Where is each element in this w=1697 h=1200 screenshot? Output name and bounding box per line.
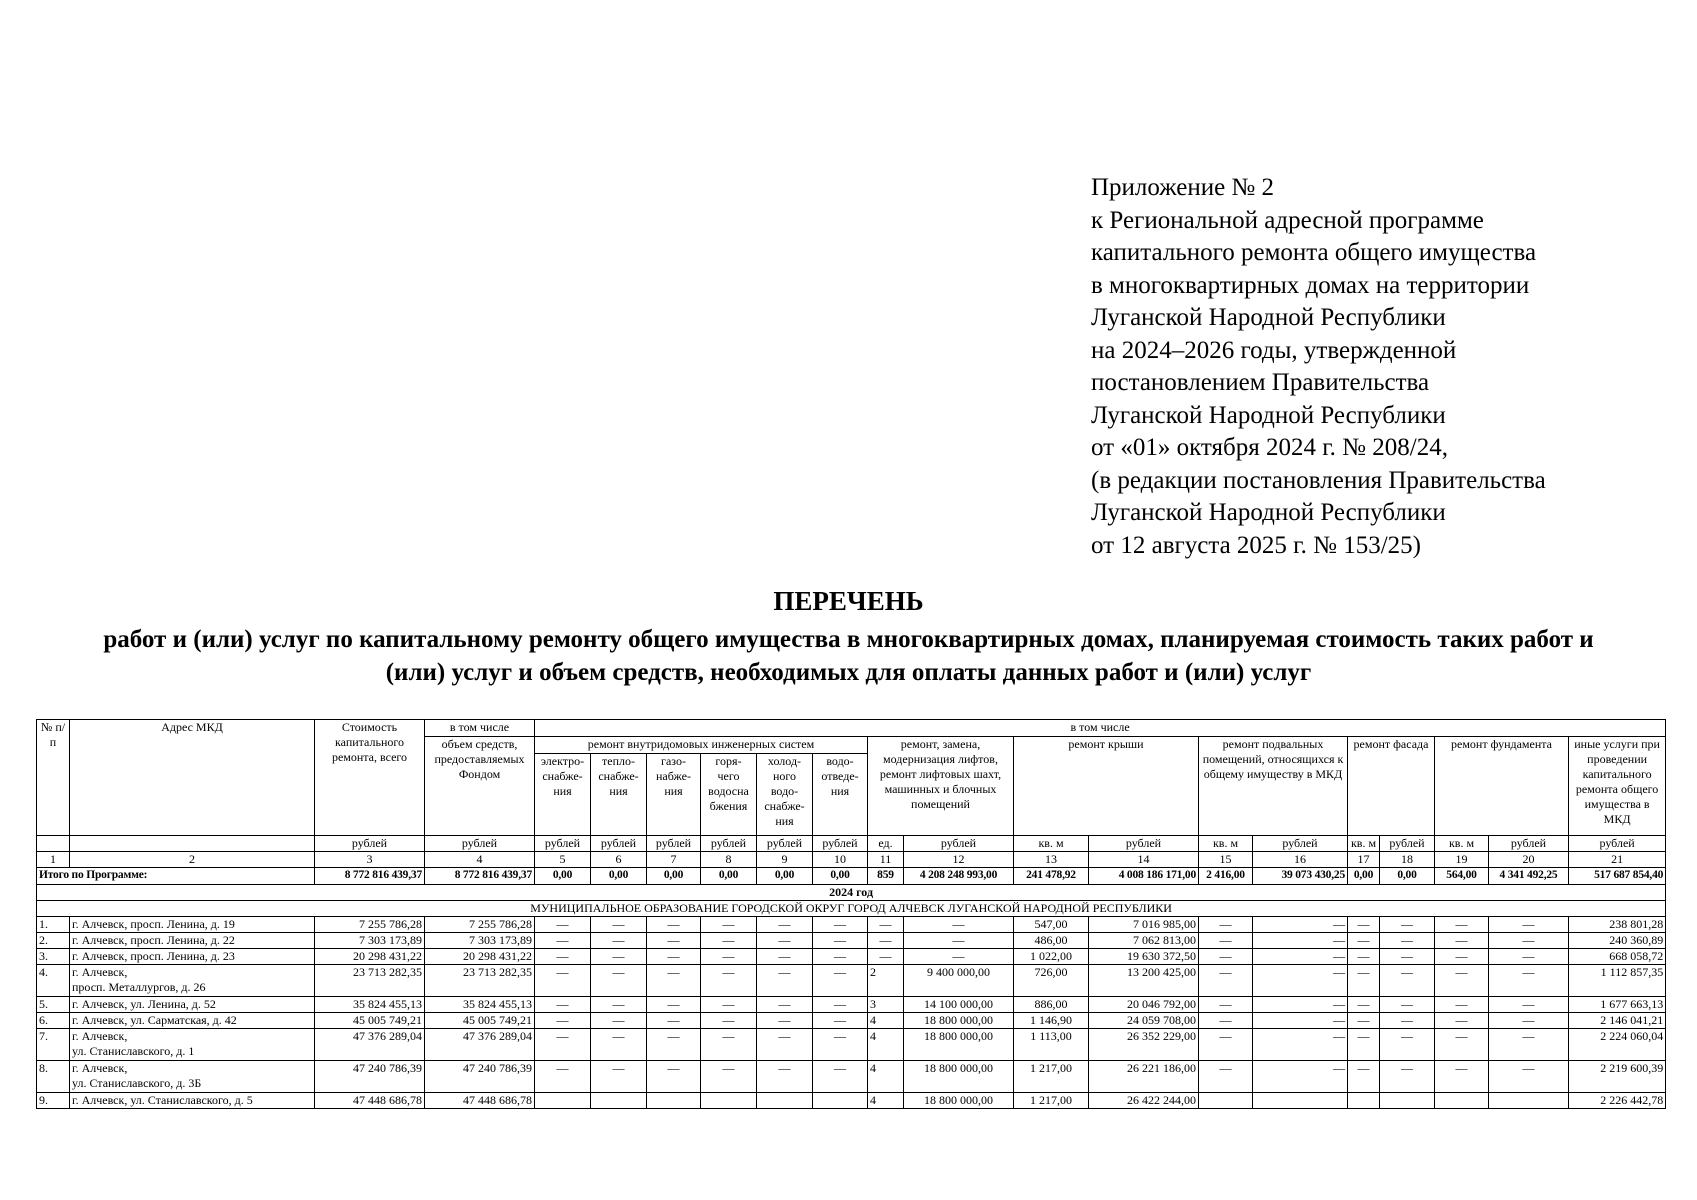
row-value-cell: — <box>1435 997 1489 1013</box>
header-fund: объем средств, предоставляемых Фондом <box>425 737 535 836</box>
row-value-cell: — <box>813 1029 868 1061</box>
row-value-cell: 2 146 041,21 <box>1569 1013 1666 1029</box>
row-value-cell: — <box>647 1061 701 1093</box>
column-number-cell: 13 <box>1014 852 1089 868</box>
row-value-cell: — <box>813 997 868 1013</box>
row-value-cell: — <box>1435 949 1489 965</box>
unit-cell: рублей <box>1380 836 1435 852</box>
row-address: г. Алчевск, просп. Металлургов, д. 26 <box>70 965 315 997</box>
row-value-cell: 2 219 600,39 <box>1569 1061 1666 1093</box>
row-value-cell: — <box>591 933 647 949</box>
row-value-cell: — <box>1199 1029 1253 1061</box>
row-value-cell: 240 360,89 <box>1569 933 1666 949</box>
appendix-note: Приложение № 2 к Региональной адресной программе капитального ремонта общего имущества в многоквартирных домах на территории Луганской Народной Республики на 2024–2026 годы, утвержденной постановлением Правительства Луганской Народной Республики от «01» октября 2024 г. № 208/24, (в редакции постановления Правительства Луганской Народной Республики от 12 августа 2025 г. № 153/25) <box>1091 174 1546 559</box>
row-value-cell <box>1199 1093 1253 1109</box>
row-value-cell: 1 217,00 <box>1014 1093 1089 1109</box>
row-address: г. Алчевск, ул. Станиславского, д. 1 <box>70 1029 315 1061</box>
row-address: г. Алчевск, ул. Станиславского, д. 3Б <box>70 1061 315 1093</box>
row-value-cell: 45 005 749,21 <box>315 1013 425 1029</box>
row-value-cell: 1 112 857,35 <box>1569 965 1666 997</box>
totals-cell: 0,00 <box>1380 868 1435 885</box>
header-engineering: ремонт внутридомовых инженерных систем <box>535 737 868 754</box>
row-value-cell: — <box>1380 997 1435 1013</box>
row-value-cell: 26 352 229,00 <box>1089 1029 1199 1061</box>
column-number-cell: 21 <box>1569 852 1666 868</box>
row-value-cell: — <box>757 997 813 1013</box>
unit-cell: рублей <box>1569 836 1666 852</box>
row-value-cell: — <box>813 965 868 997</box>
row-value-cell: — <box>535 965 591 997</box>
row-value-cell: — <box>1348 933 1380 949</box>
column-number-cell: 2 <box>70 852 315 868</box>
totals-cell: 517 687 854,40 <box>1569 868 1666 885</box>
row-value-cell: — <box>1348 949 1380 965</box>
row-value-cell: — <box>757 917 813 933</box>
row-value-cell: 24 059 708,00 <box>1089 1013 1199 1029</box>
row-number: 8. <box>37 1061 70 1093</box>
row-value-cell: — <box>1489 1061 1569 1093</box>
header-lifts: ремонт, замена, модернизация лифтов, ремонт лифтовых шахт, машинных и блочных помещений <box>868 737 1014 836</box>
row-value-cell: 47 448 686,78 <box>315 1093 425 1109</box>
municipality-label: МУНИЦИПАЛЬНОЕ ОБРАЗОВАНИЕ ГОРОДСКОЙ ОКРУГ ГОРОД АЛЧЕВСК ЛУГАНСКОЙ НАРОДНОЙ РЕСПУБЛИКИ <box>37 901 1666 917</box>
row-value-cell: — <box>1380 1061 1435 1093</box>
header-heat: тепло- снабже- ния <box>591 754 647 836</box>
column-number-cell: 12 <box>904 852 1014 868</box>
row-value-cell: — <box>591 1013 647 1029</box>
totals-cell: 8 772 816 439,37 <box>425 868 535 885</box>
row-value-cell: — <box>535 1061 591 1093</box>
row-value-cell: 14 100 000,00 <box>904 997 1014 1013</box>
row-value-cell: 18 800 000,00 <box>904 1093 1014 1109</box>
row-value-cell: — <box>647 917 701 933</box>
row-value-cell: — <box>904 949 1014 965</box>
row-value-cell: — <box>591 965 647 997</box>
row-value-cell: — <box>1380 949 1435 965</box>
row-value-cell: — <box>647 933 701 949</box>
row-value-cell: 35 824 455,13 <box>315 997 425 1013</box>
row-value-cell: 7 255 786,28 <box>315 917 425 933</box>
totals-cell: 4 208 248 993,00 <box>904 868 1014 885</box>
row-value-cell: — <box>1435 965 1489 997</box>
row-value-cell: 47 376 289,04 <box>425 1029 535 1061</box>
row-value-cell: — <box>1199 997 1253 1013</box>
row-value-cell: — <box>647 997 701 1013</box>
column-number-cell: 5 <box>535 852 591 868</box>
column-number-cell: 18 <box>1380 852 1435 868</box>
row-value-cell: — <box>1489 933 1569 949</box>
row-value-cell: — <box>1435 1061 1489 1093</box>
column-number-cell: 7 <box>647 852 701 868</box>
units-blank-num <box>37 836 70 852</box>
row-value-cell: 4 <box>868 1029 904 1061</box>
row-value-cell: 2 224 060,04 <box>1569 1029 1666 1061</box>
row-value-cell: — <box>647 1029 701 1061</box>
row-value-cell: 7 016 985,00 <box>1089 917 1199 933</box>
row-value-cell: 35 824 455,13 <box>425 997 535 1013</box>
totals-cell: 859 <box>868 868 904 885</box>
row-value-cell: 7 303 173,89 <box>425 933 535 949</box>
header-gas: газо- набже- ния <box>647 754 701 836</box>
row-value-cell: 4 <box>868 1013 904 1029</box>
row-value-cell: — <box>813 1061 868 1093</box>
row-number: 3. <box>37 949 70 965</box>
header-address: Адрес МКД <box>70 720 315 836</box>
row-number: 1. <box>37 917 70 933</box>
row-value-cell: — <box>1489 997 1569 1013</box>
row-value-cell: — <box>535 917 591 933</box>
row-value-cell: 20 046 792,00 <box>1089 997 1199 1013</box>
totals-cell: 241 478,92 <box>1014 868 1089 885</box>
row-value-cell: — <box>701 997 757 1013</box>
unit-cell: рублей <box>813 836 868 852</box>
unit-cell: рублей <box>757 836 813 852</box>
row-value-cell: — <box>591 1061 647 1093</box>
row-value-cell: — <box>1253 965 1348 997</box>
row-value-cell: 886,00 <box>1014 997 1089 1013</box>
row-value-cell: — <box>1435 1013 1489 1029</box>
row-value-cell: — <box>1199 1061 1253 1093</box>
header-electric: электро- снабже- ния <box>535 754 591 836</box>
totals-cell: 0,00 <box>701 868 757 885</box>
row-value-cell: 238 801,28 <box>1569 917 1666 933</box>
row-value-cell: — <box>1253 1061 1348 1093</box>
header-other: иные услуги при проведении капитального ремонта общего имущества в МКД <box>1569 737 1666 836</box>
row-value-cell: — <box>1253 917 1348 933</box>
row-value-cell: 18 800 000,00 <box>904 1013 1014 1029</box>
row-value-cell: 1 113,00 <box>1014 1029 1089 1061</box>
totals-cell: 0,00 <box>591 868 647 885</box>
row-value-cell: — <box>701 949 757 965</box>
row-value-cell: — <box>1348 997 1380 1013</box>
totals-row <box>37 868 1666 885</box>
column-numbers-row <box>37 852 1666 868</box>
unit-cell: ед. <box>868 836 904 852</box>
row-value-cell: — <box>1253 933 1348 949</box>
column-number-cell: 20 <box>1489 852 1569 868</box>
row-value-cell: — <box>757 1029 813 1061</box>
row-value-cell: 23 713 282,35 <box>315 965 425 997</box>
totals-cell: 0,00 <box>1348 868 1380 885</box>
row-value-cell: — <box>591 997 647 1013</box>
row-value-cell <box>757 1093 813 1109</box>
row-value-cell: — <box>757 1061 813 1093</box>
row-value-cell: — <box>868 933 904 949</box>
row-value-cell: 26 221 186,00 <box>1089 1061 1199 1093</box>
column-number-cell: 17 <box>1348 852 1380 868</box>
table-row <box>37 1013 1666 1029</box>
totals-cell: 0,00 <box>813 868 868 885</box>
header-incl-1: в том числе <box>425 720 535 737</box>
row-value-cell: 3 <box>868 997 904 1013</box>
row-value-cell: — <box>647 1013 701 1029</box>
header-cold-water: холод- ного водо- снабже- ния <box>757 754 813 836</box>
row-value-cell: 2 <box>868 965 904 997</box>
table-row <box>37 1061 1666 1093</box>
row-value-cell: — <box>813 933 868 949</box>
row-value-cell: — <box>591 1029 647 1061</box>
row-value-cell: — <box>1435 917 1489 933</box>
table-row <box>37 933 1666 949</box>
header-sewer: водо- отведе- ния <box>813 754 868 836</box>
row-value-cell: — <box>1253 1029 1348 1061</box>
row-value-cell <box>1348 1093 1380 1109</box>
row-value-cell: — <box>1380 965 1435 997</box>
row-value-cell: — <box>1199 965 1253 997</box>
totals-cell: 0,00 <box>647 868 701 885</box>
row-address: г. Алчевск, просп. Ленина, д. 22 <box>70 933 315 949</box>
unit-cell: рублей <box>701 836 757 852</box>
row-value-cell: — <box>1348 1061 1380 1093</box>
row-value-cell: — <box>1380 1029 1435 1061</box>
column-number-cell: 10 <box>813 852 868 868</box>
row-value-cell: 18 800 000,00 <box>904 1029 1014 1061</box>
units-row <box>37 836 1666 852</box>
totals-cell: 2 416,00 <box>1199 868 1253 885</box>
row-value-cell: — <box>1489 1029 1569 1061</box>
unit-cell: рублей <box>591 836 647 852</box>
row-address: г. Алчевск, просп. Ленина, д. 23 <box>70 949 315 965</box>
unit-cell: рублей <box>535 836 591 852</box>
row-value-cell: 18 800 000,00 <box>904 1061 1014 1093</box>
row-value-cell <box>591 1093 647 1109</box>
document-title: ПЕРЕЧЕНЬ <box>773 586 924 616</box>
totals-cell: 0,00 <box>757 868 813 885</box>
column-number-cell: 9 <box>757 852 813 868</box>
row-value-cell: — <box>535 933 591 949</box>
column-number-cell: 8 <box>701 852 757 868</box>
column-number-cell: 4 <box>425 852 535 868</box>
row-number: 7. <box>37 1029 70 1061</box>
row-value-cell: 47 448 686,78 <box>425 1093 535 1109</box>
table-row <box>37 1029 1666 1061</box>
column-number-cell: 1 <box>37 852 70 868</box>
row-value-cell: — <box>535 1013 591 1029</box>
header-foundation: ремонт фундамента <box>1435 737 1569 836</box>
header-cost-total: Стоимость капитального ремонта, всего <box>315 720 425 836</box>
row-number: 6. <box>37 1013 70 1029</box>
unit-cell: рублей <box>1089 836 1199 852</box>
row-value-cell: — <box>1489 917 1569 933</box>
row-value-cell: 20 298 431,22 <box>425 949 535 965</box>
row-value-cell: 26 422 244,00 <box>1089 1093 1199 1109</box>
unit-cell: рублей <box>1489 836 1569 852</box>
row-value-cell: — <box>1253 1013 1348 1029</box>
row-value-cell: 20 298 431,22 <box>315 949 425 965</box>
totals-cell: 8 772 816 439,37 <box>315 868 425 885</box>
row-value-cell: — <box>701 1013 757 1029</box>
row-value-cell: — <box>1489 1013 1569 1029</box>
row-value-cell: 19 630 372,50 <box>1089 949 1199 965</box>
row-value-cell: — <box>535 1029 591 1061</box>
unit-cell: рублей <box>904 836 1014 852</box>
table-row <box>37 917 1666 933</box>
unit-cell: кв. м <box>1348 836 1380 852</box>
row-value-cell: 726,00 <box>1014 965 1089 997</box>
row-value-cell: 7 255 786,28 <box>425 917 535 933</box>
column-number-cell: 6 <box>591 852 647 868</box>
totals-cell: 4 341 492,25 <box>1489 868 1569 885</box>
totals-cell: 564,00 <box>1435 868 1489 885</box>
row-value-cell: — <box>1199 1013 1253 1029</box>
column-number-cell: 14 <box>1089 852 1199 868</box>
row-value-cell: — <box>1435 1029 1489 1061</box>
row-value-cell: — <box>701 965 757 997</box>
row-value-cell: — <box>1348 917 1380 933</box>
row-value-cell: 1 217,00 <box>1014 1061 1089 1093</box>
row-value-cell: — <box>535 997 591 1013</box>
totals-cell: 4 008 186 171,00 <box>1089 868 1199 885</box>
unit-cell: рублей <box>647 836 701 852</box>
table-row <box>37 949 1666 965</box>
row-value-cell <box>647 1093 701 1109</box>
row-value-cell: 4 <box>868 1061 904 1093</box>
row-value-cell: — <box>1380 933 1435 949</box>
row-value-cell: — <box>647 949 701 965</box>
row-value-cell <box>701 1093 757 1109</box>
row-value-cell: — <box>591 917 647 933</box>
row-value-cell: — <box>868 949 904 965</box>
row-value-cell: — <box>1489 949 1569 965</box>
row-address: г. Алчевск, ул. Ленина, д. 52 <box>70 997 315 1013</box>
row-value-cell: — <box>591 949 647 965</box>
header-basement: ремонт подвальных помещений, относящихся к общему имуществу в МКД <box>1199 737 1348 836</box>
year-label: 2024 год <box>37 885 1666 901</box>
row-value-cell: — <box>535 949 591 965</box>
row-value-cell <box>1380 1093 1435 1109</box>
row-value-cell: — <box>757 949 813 965</box>
row-value-cell: 547,00 <box>1014 917 1089 933</box>
header-num: № п/п <box>37 720 70 836</box>
row-value-cell: 486,00 <box>1014 933 1089 949</box>
row-value-cell: — <box>1253 949 1348 965</box>
row-address: г. Алчевск, ул. Сарматская, д. 42 <box>70 1013 315 1029</box>
row-value-cell: 1 022,00 <box>1014 949 1089 965</box>
row-value-cell: 47 240 786,39 <box>315 1061 425 1093</box>
row-value-cell <box>1489 1093 1569 1109</box>
row-value-cell <box>1435 1093 1489 1109</box>
unit-cell: кв. м <box>1014 836 1089 852</box>
row-value-cell: — <box>1380 917 1435 933</box>
row-value-cell: — <box>757 933 813 949</box>
row-value-cell: — <box>701 1029 757 1061</box>
unit-cell: рублей <box>1253 836 1348 852</box>
column-number-cell: 11 <box>868 852 904 868</box>
unit-cell: рублей <box>315 836 425 852</box>
row-value-cell <box>535 1093 591 1109</box>
column-number-cell: 3 <box>315 852 425 868</box>
row-number: 4. <box>37 965 70 997</box>
row-value-cell: — <box>701 1061 757 1093</box>
column-number-cell: 15 <box>1199 852 1253 868</box>
row-value-cell: 7 303 173,89 <box>315 933 425 949</box>
row-value-cell: 9 400 000,00 <box>904 965 1014 997</box>
column-number-cell: 19 <box>1435 852 1489 868</box>
row-value-cell: — <box>813 1013 868 1029</box>
row-number: 2. <box>37 933 70 949</box>
row-value-cell: — <box>813 917 868 933</box>
header-facade: ремонт фасада <box>1348 737 1435 836</box>
unit-cell: кв. м <box>1199 836 1253 852</box>
row-value-cell: 668 058,72 <box>1569 949 1666 965</box>
header-hot-water: горя- чего водосна бжения <box>701 754 757 836</box>
totals-cell: 0,00 <box>535 868 591 885</box>
row-value-cell: — <box>904 917 1014 933</box>
row-value-cell: — <box>1199 933 1253 949</box>
row-value-cell: 1 677 663,13 <box>1569 997 1666 1013</box>
row-value-cell: 2 226 442,78 <box>1569 1093 1666 1109</box>
row-value-cell: 45 005 749,21 <box>425 1013 535 1029</box>
row-value-cell: — <box>757 1013 813 1029</box>
header-incl-2: в том числе <box>535 720 1666 737</box>
row-value-cell: — <box>1253 997 1348 1013</box>
totals-label: Итого по Программе: <box>37 868 315 885</box>
row-value-cell: — <box>1199 949 1253 965</box>
row-value-cell: — <box>1348 1013 1380 1029</box>
header-roof: ремонт крыши <box>1014 737 1199 836</box>
row-value-cell: 1 146,90 <box>1014 1013 1089 1029</box>
row-value-cell: — <box>1435 933 1489 949</box>
unit-cell: рублей <box>425 836 535 852</box>
document-subtitle: работ и (или) услуг по капитальному ремонту общего имущества в многоквартирных домах, планируемая стоимость таких работ и (или) услуг и объем средств, необходимых для оплаты данных работ и (или) услуг <box>103 626 1594 686</box>
units-blank-address <box>70 836 315 852</box>
table-row <box>37 1093 1666 1109</box>
works-table <box>36 719 1666 1109</box>
row-value-cell: — <box>701 917 757 933</box>
row-value-cell: — <box>647 965 701 997</box>
row-value-cell: — <box>1489 965 1569 997</box>
row-value-cell: 23 713 282,35 <box>425 965 535 997</box>
row-value-cell: — <box>904 933 1014 949</box>
row-number: 5. <box>37 997 70 1013</box>
row-value-cell: 7 062 813,00 <box>1089 933 1199 949</box>
row-value-cell <box>1253 1093 1348 1109</box>
row-value-cell: — <box>757 965 813 997</box>
row-address: г. Алчевск, просп. Ленина, д. 19 <box>70 917 315 933</box>
row-value-cell: 47 376 289,04 <box>315 1029 425 1061</box>
row-value-cell: 4 <box>868 1093 904 1109</box>
unit-cell: кв. м <box>1435 836 1489 852</box>
row-value-cell: — <box>868 917 904 933</box>
row-value-cell: — <box>1380 1013 1435 1029</box>
row-value-cell: 47 240 786,39 <box>425 1061 535 1093</box>
table-row <box>37 997 1666 1013</box>
row-value-cell: — <box>701 933 757 949</box>
row-value-cell: — <box>1199 917 1253 933</box>
row-number: 9. <box>37 1093 70 1109</box>
row-value-cell: — <box>1348 965 1380 997</box>
row-value-cell <box>813 1093 868 1109</box>
row-value-cell: 13 200 425,00 <box>1089 965 1199 997</box>
row-value-cell: — <box>813 949 868 965</box>
row-address: г. Алчевск, ул. Станиславского, д. 5 <box>70 1093 315 1109</box>
totals-cell: 39 073 430,25 <box>1253 868 1348 885</box>
column-number-cell: 16 <box>1253 852 1348 868</box>
table-row <box>37 965 1666 997</box>
row-value-cell: — <box>1348 1029 1380 1061</box>
